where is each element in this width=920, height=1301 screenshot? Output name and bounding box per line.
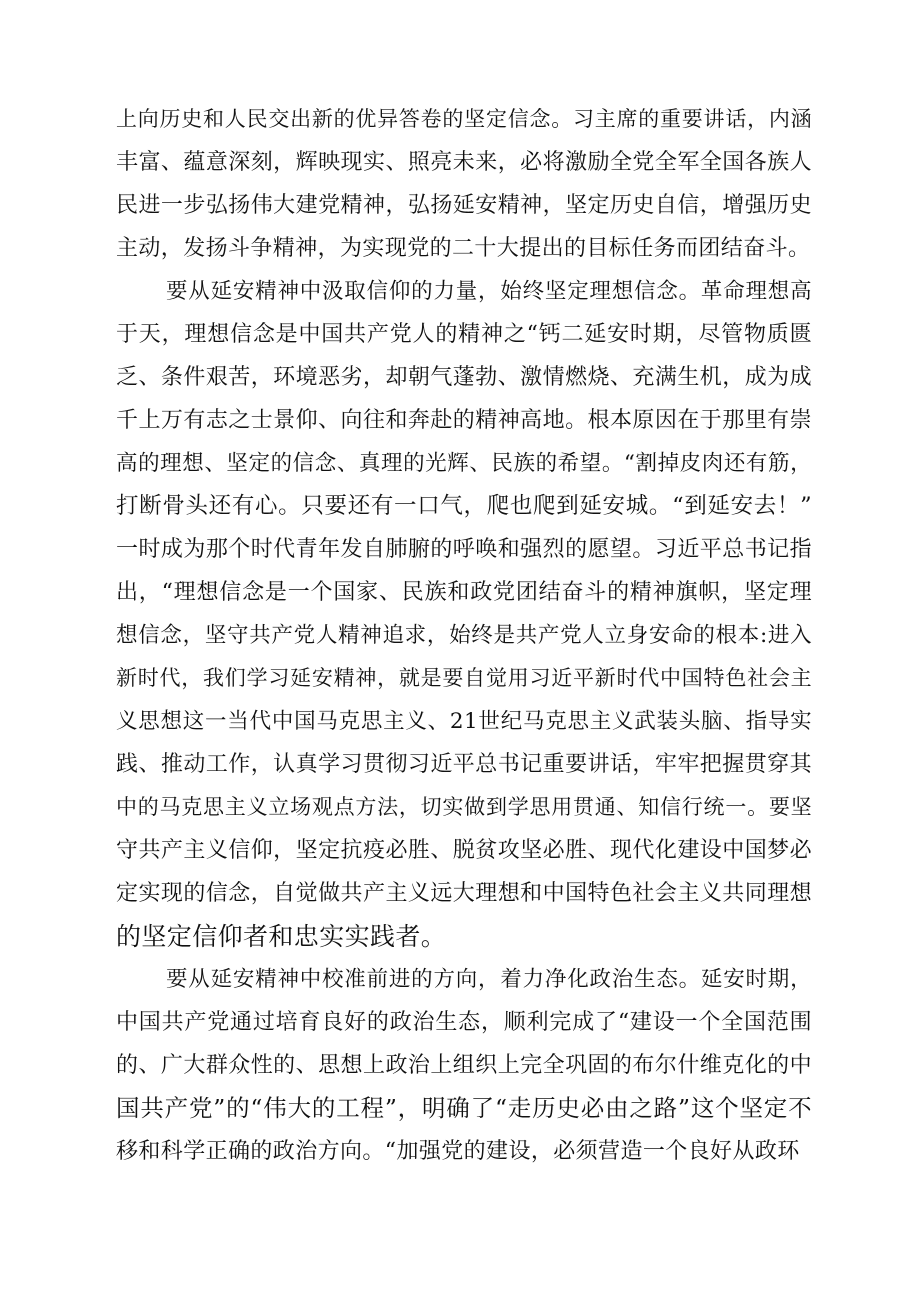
text-line: 千上万有志之士景仰、向往和奔赴的精神高地。根本原因在于那里有崇 bbox=[116, 408, 812, 433]
text-line: 要从延安精神中校准前进的方向，着力净化政治生态。延安时期， bbox=[166, 967, 812, 992]
text-line: 于天，理想信念是中国共产党人的精神之“钙二延安时期，尽管物质匮 bbox=[116, 322, 812, 347]
text-line: 新时代，我们学习延安精神，就是要自觉用习近平新时代中国特色社会主 bbox=[116, 666, 812, 690]
text-line: 要从延安精神中汲取信仰的力量，始终坚定理想信念。革命理想高 bbox=[166, 279, 812, 304]
text-line: 丰富、蕴意深刻，辉映现实、照亮未来，必将激励全党全军全国各族人 bbox=[116, 150, 812, 175]
text-line: 移和科学正确的政治方向。“加强党的建设，必须营造一个良好从政环 bbox=[116, 1139, 800, 1164]
text-line: 中的马克思主义立场观点方法，切实做到学思用贯通、知信行统一。要坚 bbox=[116, 795, 812, 819]
text-line: 的坚定信仰者和忠实实践者。 bbox=[116, 922, 447, 951]
text-line: 出，“理想信念是一个国家、民族和政党团结奋斗的精神旗帜，坚定理 bbox=[116, 580, 812, 605]
text-line: 想信念，坚守共产党人精神追求，始终是共产党人立身安命的根本:进入 bbox=[116, 623, 812, 648]
paragraph bbox=[116, 958, 812, 1173]
text-line: 义思想这一当代中国马克思主义、21世纪马克思主义武装头脑、指导实 bbox=[116, 709, 812, 734]
text-line: 守共产主义信仰，坚定抗疫必胜、脱贫攻坚必胜、现代化建设中国梦必 bbox=[116, 838, 812, 863]
text-line: 主动，发扬斗争精神，为实现党的二十大提出的目标任务而团结奋斗。 bbox=[116, 236, 811, 261]
paragraph bbox=[116, 270, 812, 958]
text-line: 民进一步弘扬伟大建党精神，弘扬延安精神，坚定历史自信，增强历史 bbox=[116, 193, 812, 218]
text-line: 上向历史和人民交出新的优异答卷的坚定信念。习主席的重要讲话，内涵 bbox=[116, 107, 812, 131]
text-line: 乏、条件艰苦，环境恶劣，却朝气蓬勃、激情燃烧、充满生机，成为成 bbox=[116, 365, 812, 390]
text-line: 一时成为那个时代青年发自肺腑的呼唤和强烈的愿望。习近平总书记指 bbox=[116, 537, 812, 562]
text-line: 中国共产党通过培育良好的政治生态，顺利完成了“建设一个全国范围 bbox=[116, 1010, 812, 1035]
text-line: 高的理想、坚定的信念、真理的光辉、民族的希望。“割掉皮肉还有筋， bbox=[116, 451, 812, 476]
text-line: 国共产党”的“伟大的工程”，明确了“走历史必由之路”这个坚定不 bbox=[116, 1094, 812, 1122]
text-line: 打断骨头还有心。只要还有一口气，爬也爬到延安城。“到延安去！” bbox=[116, 493, 812, 519]
document-body bbox=[116, 98, 812, 1173]
paragraph bbox=[116, 98, 812, 270]
text-line: 定实现的信念，自觉做共产主义远大理想和中国特色社会主义共同理想 bbox=[116, 881, 812, 906]
text-line: 的、广大群众性的、思想上政治上组织上完全巩固的布尔什维克化的中 bbox=[116, 1053, 812, 1078]
text-line: 践、推动工作，认真学习贯彻习近平总书记重要讲话，牢牢把握贯穿其 bbox=[116, 752, 812, 777]
